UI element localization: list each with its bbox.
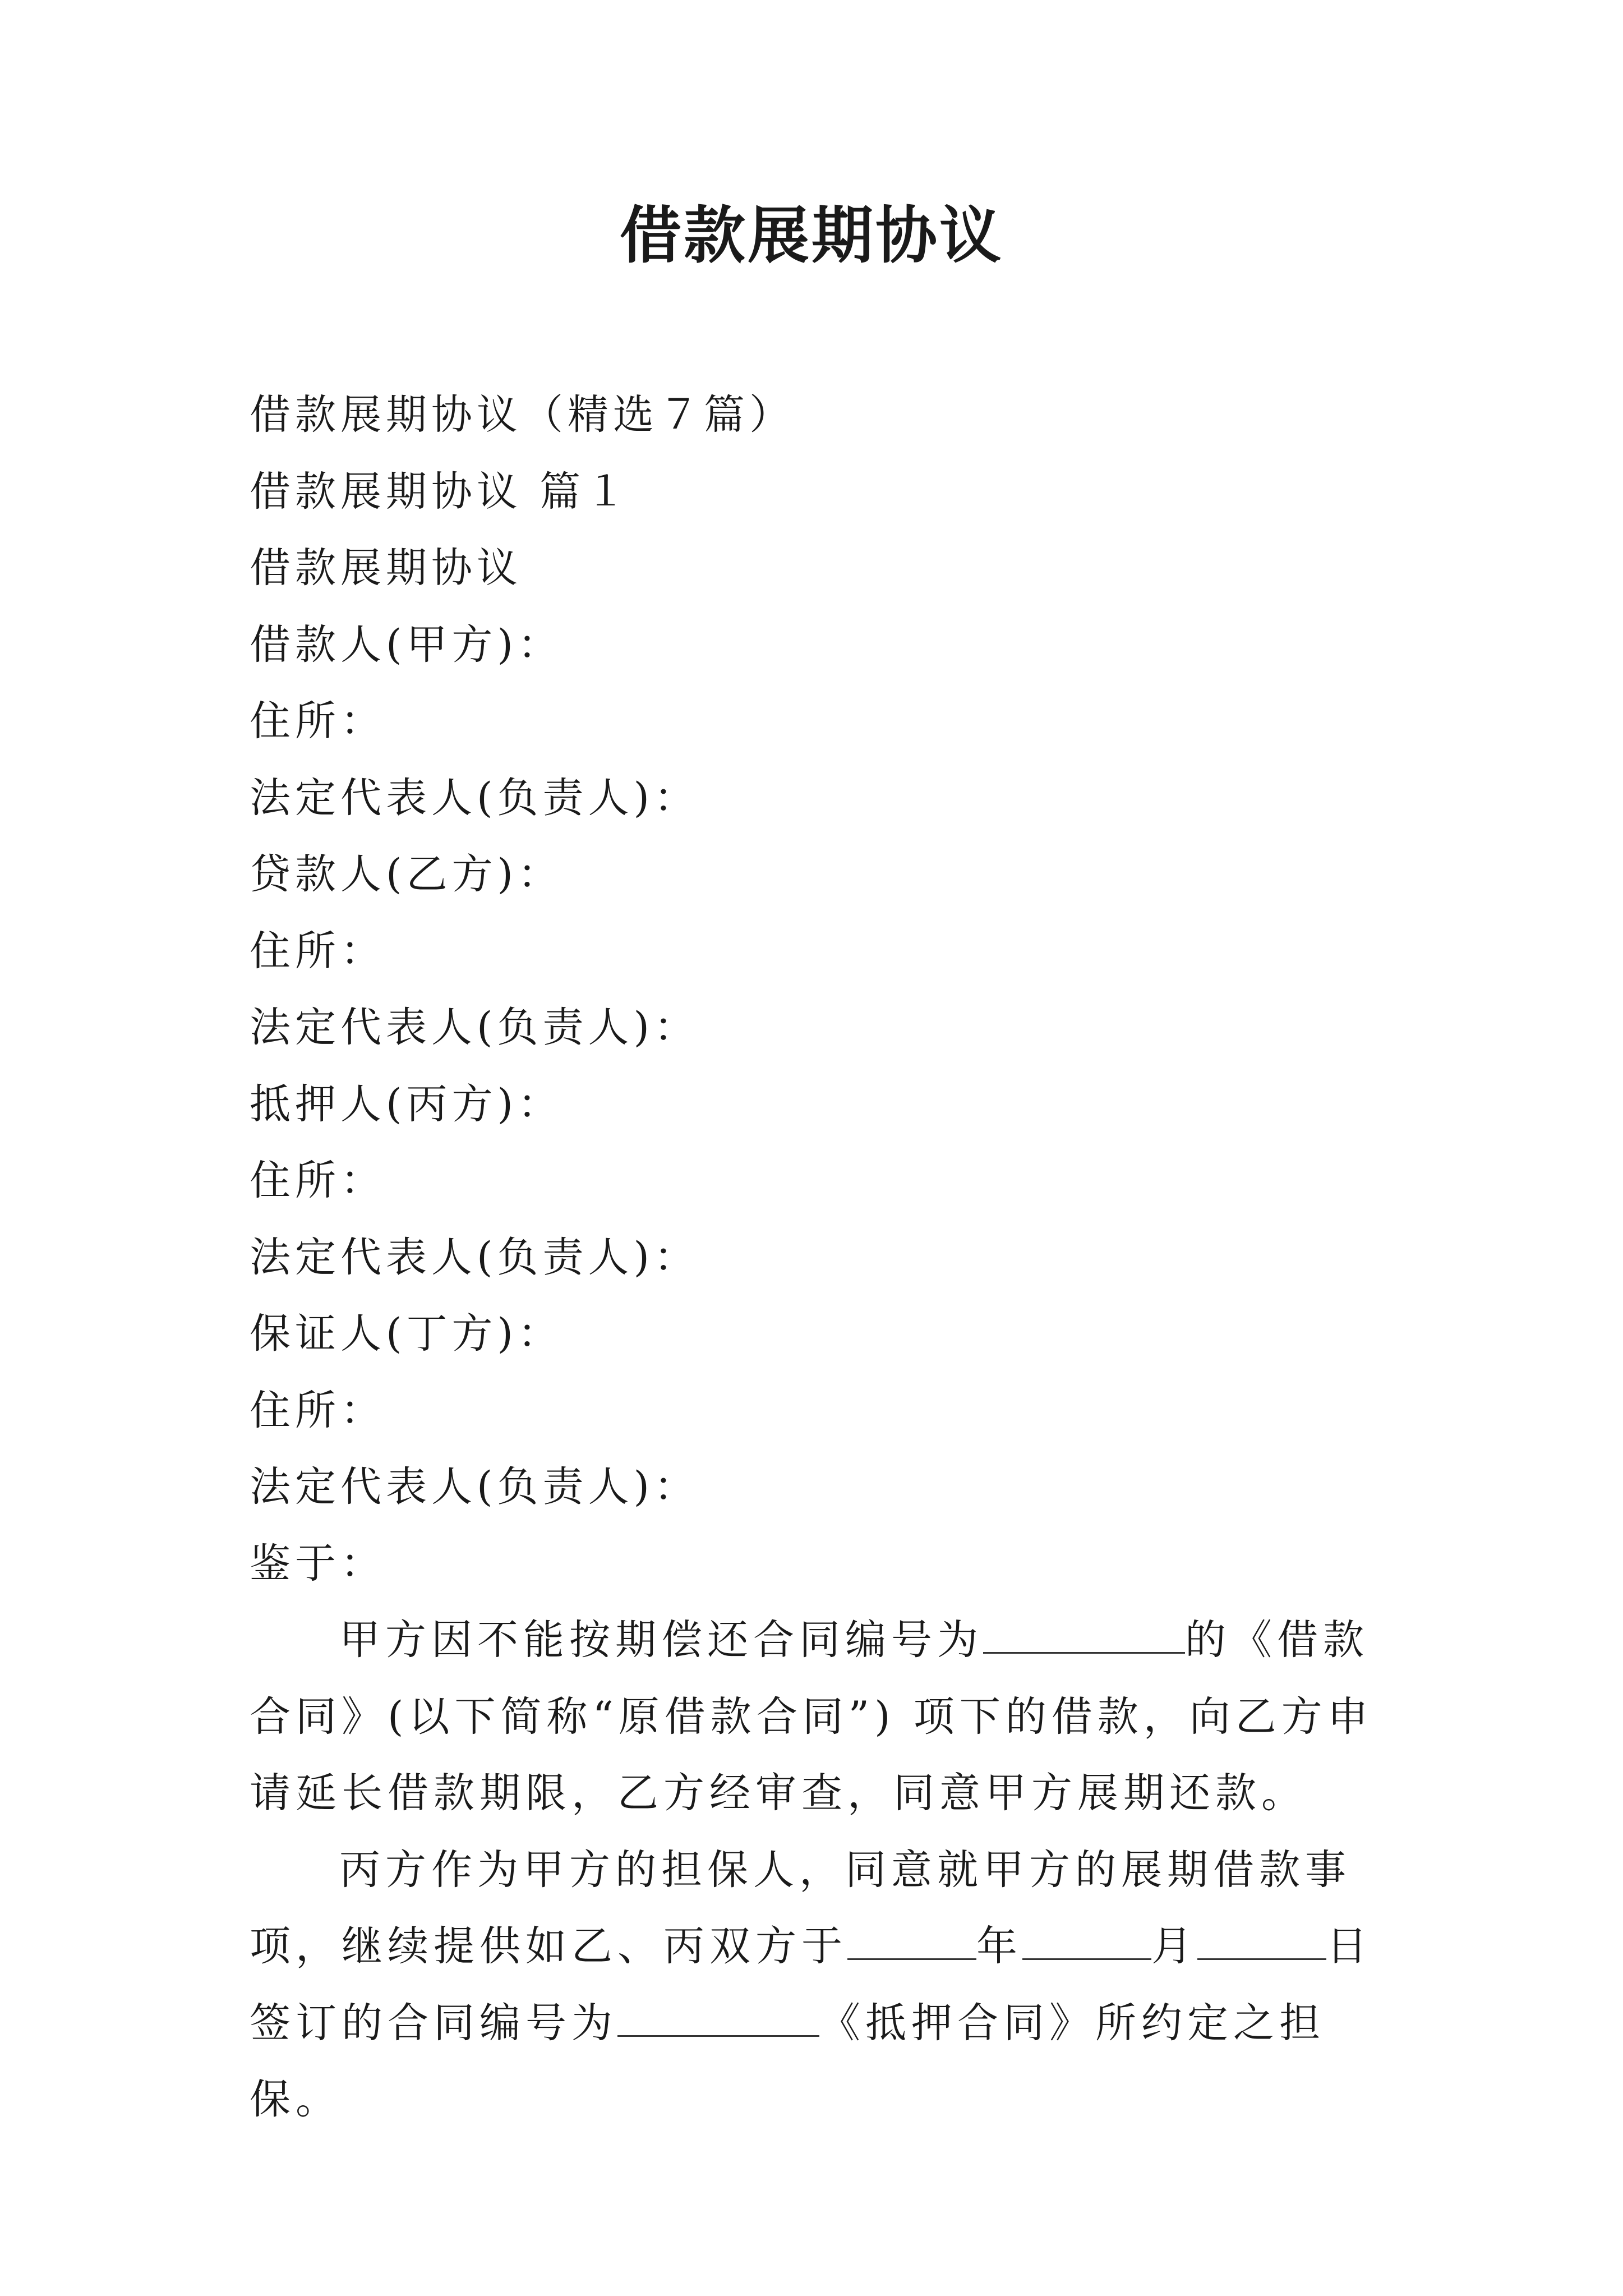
paragraph-text: 甲方因不能按期偿还合同编号为 [339,1616,983,1664]
doc-line-borrower: 借款人(甲方)： [250,620,563,669]
paragraph-text: 丙方作为甲方的担保人，同意就甲方的展期借款事项，继续提供如乙、丙双方于 [250,1846,1351,1970]
doc-line-section-heading: 借款展期协议 篇１ [250,467,631,516]
doc-line-borrower-address: 住所： [250,697,386,745]
month-blank [1022,1919,1151,1960]
mortgage-contract-number-blank [617,1996,819,2037]
doc-line-guarantor-address: 住所： [250,1386,386,1434]
doc-line-guarantor: 保证人(丁方)： [250,1310,563,1358]
paragraph-text: 日签订的合同编号为 [250,1922,1372,2047]
doc-line-mortgagor-address: 住所： [250,1157,386,1204]
paragraph-guarantee [250,1832,1377,2138]
paragraph-text: 月 [1151,1922,1197,1970]
paragraph-extension-request [250,1602,1377,1832]
doc-line-lender: 贷款人(乙方)： [250,850,563,898]
contract-number-blank [983,1613,1185,1654]
paragraph-text: 的《借款合同》(以下简称“原借款合同”) 项下的借款，向乙方申请延长借款期限，乙方经审查，同意甲方展期还款。 [250,1616,1373,1817]
document-body [250,377,1377,2138]
doc-line-whereas: 鉴于： [250,1539,386,1588]
doc-line-mortgagor-representative: 法定代表人(负责人)： [250,1233,699,1281]
doc-line-agreement-name: 借款展期协议 [250,544,522,592]
document-title: 借款展期协议 [620,199,1003,272]
doc-line-borrower-representative: 法定代表人(负责人)： [250,774,699,822]
day-blank [1197,1919,1326,1960]
year-blank [847,1919,976,1960]
doc-line-lender-representative: 法定代表人(负责人)： [250,1004,699,1051]
doc-line-subtitle: 借款展期协议（精选７篇） [250,391,795,439]
doc-line-lender-address: 住所： [250,927,386,975]
paragraph-text: 年 [976,1922,1022,1970]
doc-line-guarantor-representative: 法定代表人(负责人)： [250,1463,699,1511]
doc-line-mortgagor: 抵押人(丙方)： [250,1080,563,1128]
paragraph-text: 《抵押合同》所约定之担保。 [250,1999,1325,2123]
